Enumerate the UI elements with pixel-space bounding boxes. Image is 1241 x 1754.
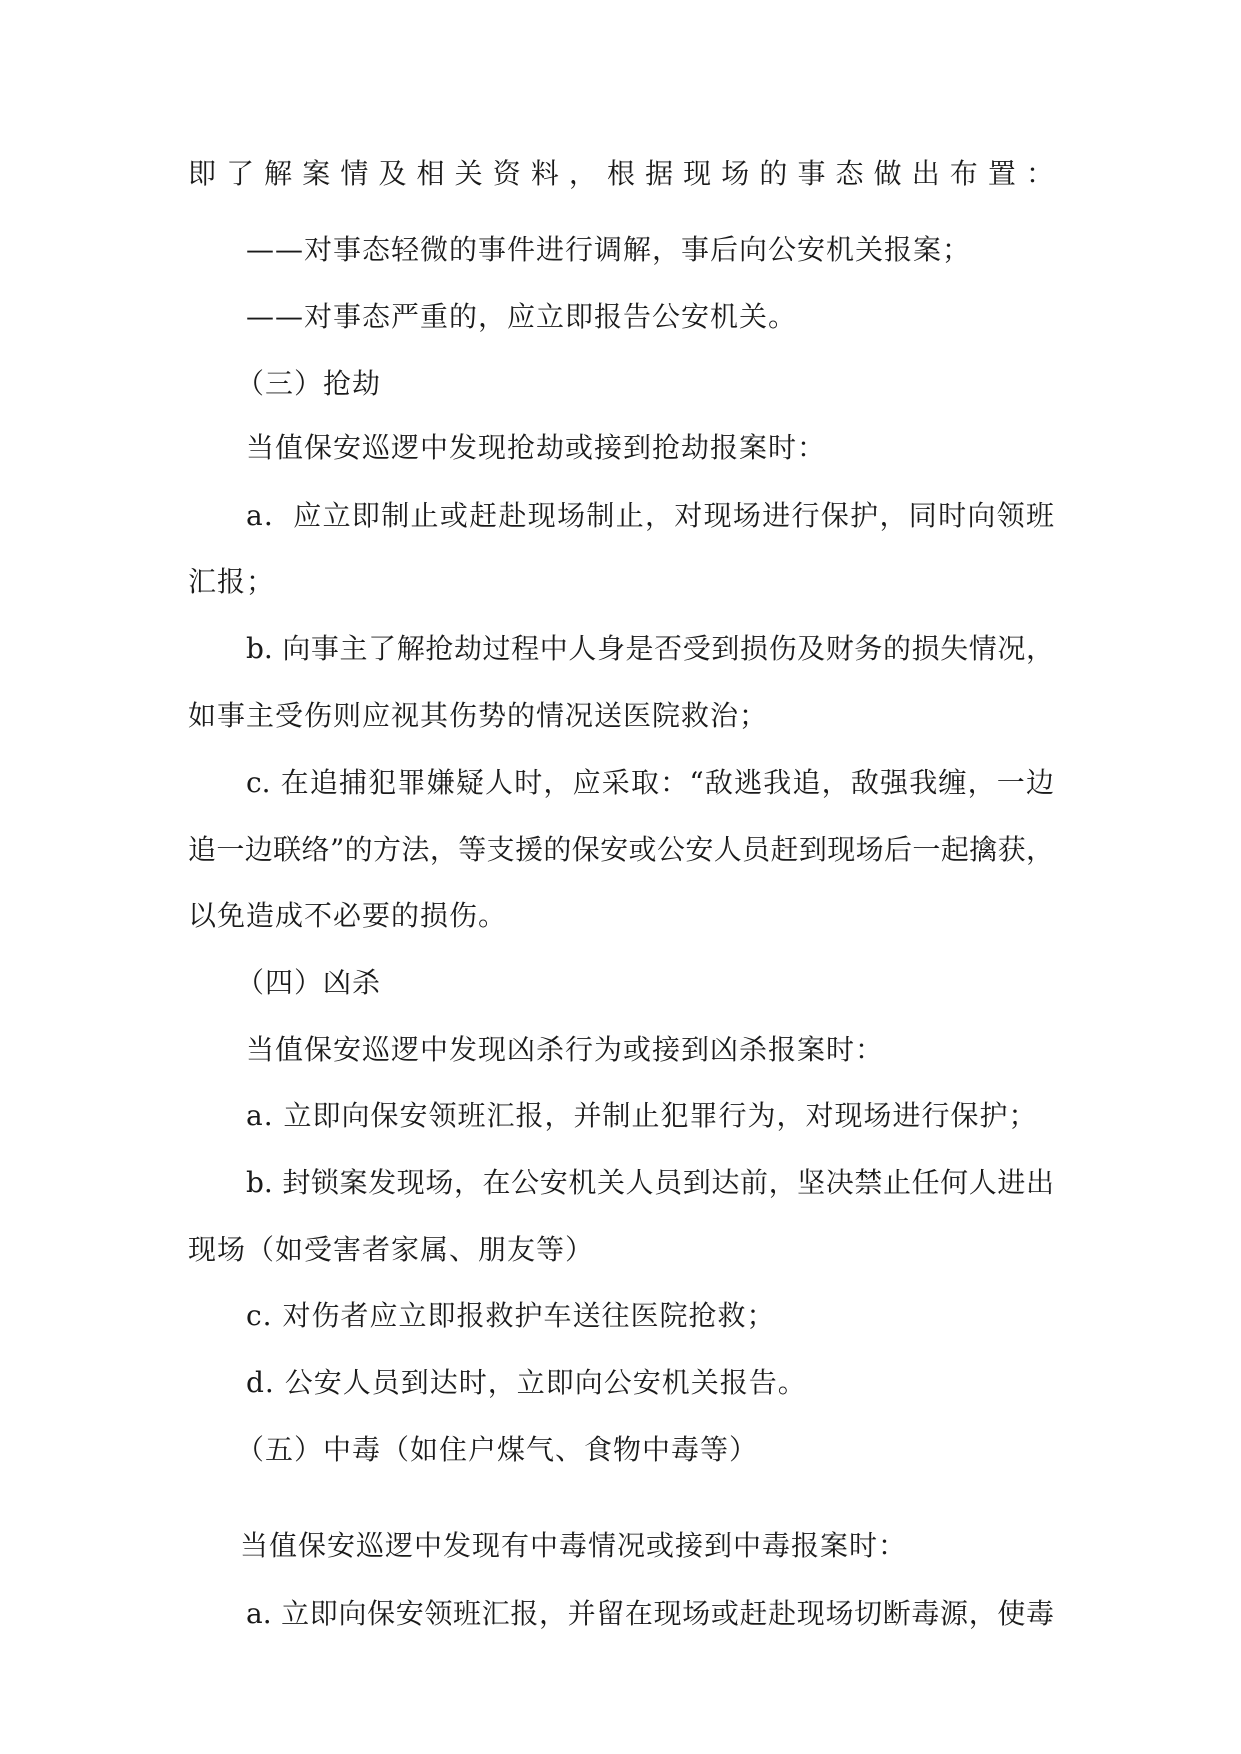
paragraph-line: ——对事态轻微的事件进行调解，事后向公安机关报案； — [246, 233, 972, 266]
section-heading: （五）中毒（如住户煤气、食物中毒等） — [236, 1433, 759, 1466]
paragraph-line: b. 封锁案发现场，在公安机关人员到达前，坚决禁止任何人进出 — [246, 1166, 1054, 1199]
paragraph-line: 汇报； — [188, 565, 276, 598]
paragraph-line: a．应立即制止或赶赴现场制止，对现场进行保护，同时向领班 — [246, 499, 1054, 532]
paragraph-line: 追一边联络”的方法，等支援的保安或公安人员赶到现场后一起擒获， — [188, 833, 1054, 866]
paragraph-line: c. 在追捕犯罪嫌疑人时，应采取：“敌逃我追，敌强我缠，一边 — [246, 766, 1054, 799]
paragraph-line: 如事主受伤则应视其伤势的情况送医院救治； — [188, 699, 769, 732]
paragraph-line: 当值保安巡逻中发现凶杀行为或接到凶杀报案时： — [246, 1033, 885, 1066]
paragraph-line: 当值保安巡逻中发现抢劫或接到抢劫报案时： — [246, 431, 827, 464]
paragraph-line: b. 向事主了解抢劫过程中人身是否受到损伤及财务的损失情况， — [246, 632, 1054, 665]
paragraph-line: 现场（如受害者家属、朋友等） — [188, 1233, 595, 1266]
paragraph-line: 即了解案情及相关资料，根据现场的事态做出布置： — [188, 157, 1054, 190]
paragraph-line: 以免造成不必要的损伤。 — [188, 899, 508, 932]
paragraph-line: a. 立即向保安领班汇报，并留在现场或赶赴现场切断毒源，使毒 — [246, 1597, 1054, 1630]
paragraph-line: d. 公安人员到达时，立即向公安机关报告。 — [246, 1366, 807, 1399]
paragraph-line: a. 立即向保安领班汇报，并制止犯罪行为，对现场进行保护； — [246, 1099, 1038, 1132]
paragraph-line: ——对事态严重的，应立即报告公安机关。 — [246, 300, 798, 333]
section-heading: （三）抢劫 — [236, 367, 382, 400]
section-heading: （四）凶杀 — [236, 966, 382, 999]
paragraph-line: c. 对伤者应立即报救护车送往医院抢救； — [246, 1299, 776, 1332]
paragraph-line: 当值保安巡逻中发现有中毒情况或接到中毒报案时： — [240, 1529, 908, 1562]
